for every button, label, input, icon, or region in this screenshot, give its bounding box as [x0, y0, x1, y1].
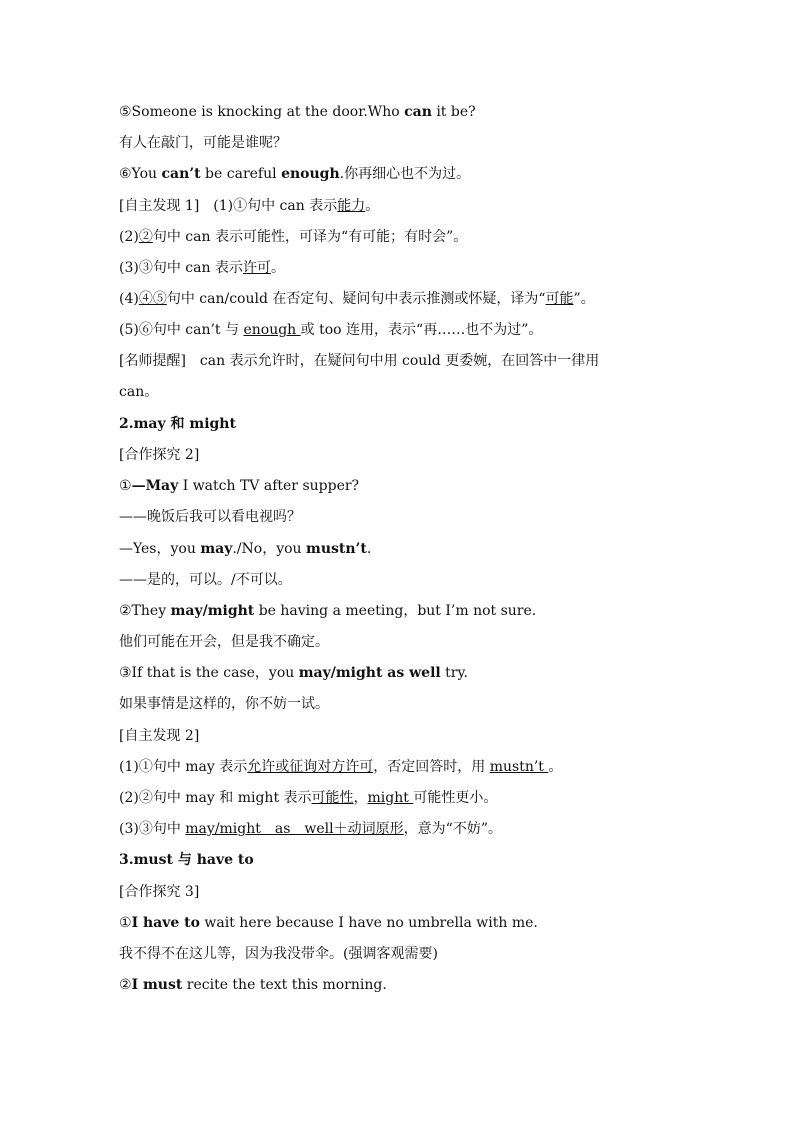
text-line: [119, 445, 199, 465]
text-segment: (3)③句中 can 表示: [119, 260, 243, 276]
text-segment: [自主发现 1] (1)①句中 can 表示: [119, 198, 338, 214]
text-line: [119, 694, 329, 714]
text-line: [119, 944, 438, 964]
text-segment: wait here because I have no umbrella with me.: [199, 915, 538, 931]
text-segment: [自主发现 2]: [119, 728, 200, 744]
text-segment: 句中 can/could 在否定句、疑问句中表示推测或怀疑，译为“: [166, 291, 546, 307]
answer-text: ②: [138, 229, 153, 245]
text-segment: be having a meeting，but I’m not sure.: [254, 603, 537, 619]
text-line: [119, 164, 470, 184]
text-segment: ③If that is the case，you: [119, 665, 299, 681]
text-segment: ——晚饭后我可以看电视吗？: [119, 509, 301, 525]
text-segment: ①: [119, 915, 132, 931]
bold-text: enough: [281, 166, 340, 182]
text-line: [119, 539, 371, 559]
text-line: [119, 351, 599, 371]
text-segment: ，: [353, 790, 368, 806]
text-line: [119, 570, 292, 590]
text-segment: try.: [440, 665, 469, 681]
text-line: [119, 476, 359, 496]
text-line: [119, 788, 497, 808]
text-segment: .: [366, 541, 372, 557]
answer-text: 能力: [337, 198, 366, 214]
text-line: [119, 133, 287, 153]
text-segment: 句中 can 表示可能性，可译为“有可能；有时会”。: [152, 229, 468, 245]
bold-text: can: [404, 104, 432, 120]
bold-text: 2.may 和 might: [119, 416, 236, 432]
text-segment: be careful: [200, 166, 282, 182]
text-line: [119, 913, 538, 933]
text-segment: ./No，you: [232, 541, 306, 557]
text-segment: [名师提醒] can 表示允许时，在疑问句中用 could 更委婉，在回答中一律用: [119, 353, 600, 369]
text-segment: ⑤Someone is knocking at the door.Who: [119, 104, 405, 120]
text-segment: (4): [119, 291, 139, 307]
bold-text: can’t: [161, 166, 201, 182]
text-segment: can。: [119, 384, 159, 400]
answer-text: might: [367, 790, 414, 806]
answer-text: 许可: [242, 260, 271, 276]
answer-text: 可能: [545, 291, 574, 307]
bold-text: 3.must 与 have to: [119, 852, 254, 868]
text-segment: 有人在敲门，可能是谁呢？: [119, 135, 287, 151]
text-segment: —Yes，you: [119, 541, 201, 557]
text-segment: ——是的，可以。/不可以。: [119, 572, 292, 588]
text-segment: 可能性更小。: [413, 790, 498, 806]
bold-text: may/might: [170, 603, 255, 619]
answer-text: enough: [243, 322, 301, 338]
text-segment: (2)②句中 may 和 might 表示: [119, 790, 312, 806]
text-segment: 如果事情是这样的，你不妨一试。: [119, 696, 329, 712]
text-segment: ②They: [119, 603, 171, 619]
text-segment: 或 too 连用，表示“再……也不为过”。: [300, 322, 543, 338]
text-segment: [合作探究 3]: [119, 884, 200, 900]
text-line: [119, 507, 301, 527]
text-line: [119, 258, 285, 278]
text-segment: ⑥You: [119, 166, 162, 182]
text-segment: ①: [119, 478, 132, 494]
text-segment: it be?: [431, 104, 476, 120]
bold-text: —May: [131, 478, 179, 494]
text-segment: ②: [119, 977, 132, 993]
text-segment: (3)③句中: [119, 821, 186, 837]
text-line: [119, 975, 387, 995]
text-segment: 。: [270, 260, 285, 276]
text-line: [119, 726, 199, 746]
bold-text: mustn’t: [306, 541, 367, 557]
bold-text: may/might as well: [298, 665, 441, 681]
text-segment: I watch TV after supper?: [178, 478, 360, 494]
text-line: [119, 819, 502, 839]
text-line: [119, 289, 595, 309]
answer-text: ④⑤: [138, 291, 167, 307]
text-segment: (5)⑥句中 can’t 与: [119, 322, 244, 338]
text-segment: recite the text this morning.: [182, 977, 387, 993]
text-segment: 。: [365, 198, 380, 214]
text-line: [119, 227, 467, 247]
answer-text: 允许或征询对方许可: [247, 759, 374, 775]
answer-text: mustn’t: [489, 759, 549, 775]
text-line: [119, 632, 329, 652]
text-segment: [合作探究 2]: [119, 447, 200, 463]
text-line: [119, 882, 199, 902]
text-line: [119, 601, 536, 621]
text-line: [119, 414, 236, 434]
bold-text: may: [200, 541, 233, 557]
text-segment: ”。: [573, 291, 595, 307]
text-segment: (1)①句中 may 表示: [119, 759, 248, 775]
text-segment: 我不得不在这儿等，因为我没带伞。(强调客观需要): [119, 946, 438, 962]
text-segment: (2): [119, 229, 139, 245]
answer-text: may/might as well＋动词原形: [185, 821, 404, 837]
text-line: [119, 382, 158, 402]
text-segment: ，否定回答时，用: [373, 759, 490, 775]
text-line: [119, 663, 468, 683]
text-line: [119, 102, 476, 122]
text-segment: .你再细心也不为过。: [339, 166, 471, 182]
text-line: [119, 850, 254, 870]
text-line: [119, 196, 379, 216]
text-line: [119, 757, 562, 777]
bold-text: I must: [131, 977, 183, 993]
text-segment: 他们可能在开会，但是我不确定。: [119, 634, 329, 650]
text-segment: 。: [548, 759, 563, 775]
answer-text: 可能性: [311, 790, 354, 806]
text-line: [119, 320, 542, 340]
bold-text: I have to: [131, 915, 200, 931]
text-segment: ，意为“不妨”。: [403, 821, 502, 837]
